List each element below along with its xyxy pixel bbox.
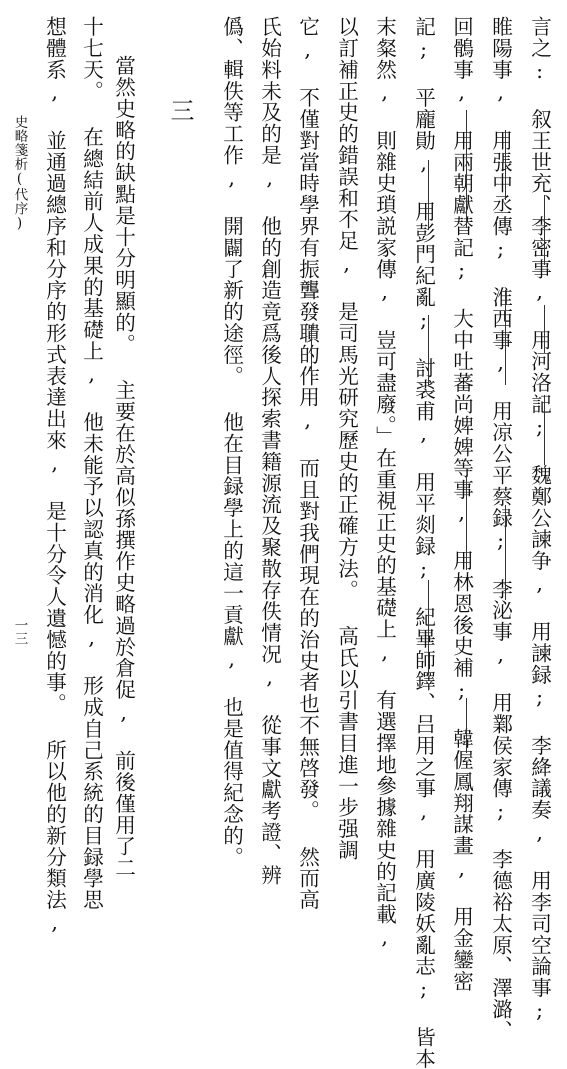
text-column-1: 言之: 叙王世充、李密事, 用河洛記; 魏鄭公諫争, 用諫録; 李絳議奏, 用李司空論事;: [527, 16, 552, 1024]
title-mark-line: [505, 130, 506, 200]
running-head: 史略箋析(代序): [11, 115, 28, 232]
title-mark-line: [428, 160, 429, 230]
text-column-2: 睢陽事, 用張中丞傳; 淮西事, 用凉公平蔡録; 李泌事, 用鄴侯家傳; 李德裕太原、澤潞、: [488, 16, 513, 1042]
title-mark-line: [544, 395, 545, 465]
title-mark-line: [544, 195, 545, 265]
text-column-5: 末粲然, 則雜史瑣説家傳, 豈可盡廢。」在重視正史的基礎上, 有選擇地參據雜史的記載,: [372, 16, 397, 950]
page-number: 一三: [11, 618, 28, 645]
text-column-6: 以訂補正史的錯誤和不足, 是司馬光研究歷史的正確方法。 高氏以引書目進一步强調: [334, 16, 359, 861]
title-mark-line: [466, 110, 467, 228]
text-column-9: 僞、輯佚等工作, 開闢了新的途徑。 他在目録學上的這一貢獻, 也是值得紀念的。: [219, 16, 244, 868]
text-column-8: 氏始料未及的是, 他的創造竟爲後人探索書籍源流及聚散存佚情况, 從事文獻考證、辨: [257, 16, 282, 886]
title-mark-line: [311, 325, 312, 373]
text-column-11: 十七天。 在總結前人成果的基礎上, 他未能予以認真的消化, 形成自己系統的目録學思: [79, 16, 104, 911]
title-mark-line: [466, 475, 467, 570]
text-column-3: 回鶻事, 用兩朝獻替記; 大中吐蕃尚婢婢等事, 用林恩後史補; 韓偓鳳翔謀畫, 用金鑾密: [449, 16, 474, 992]
text-column-12: 想體系, 並通過總序和分序的形式表達出來, 是十分令人遺憾的事。 所以他的新分類法,: [42, 16, 67, 936]
title-mark-line: [544, 305, 545, 353]
title-mark-line: [466, 698, 467, 753]
title-mark-line: [428, 315, 429, 385]
text-column-7: 它, 不僅對當時學界有振聾發聵的作用, 而且對我們現在的治史者也不無啓發。 然而高: [295, 16, 320, 911]
section-heading: 三: [166, 98, 194, 122]
text-column-10: 當然史略的缺點是十分明顯的。 主要在於高似孫撰作史略過於倉促, 前後僅用了二: [111, 55, 136, 879]
title-mark-line: [428, 580, 429, 675]
title-mark-line: [505, 505, 506, 600]
text-column-4: 記; 平龐勛, 用彭門紀亂; 討裘甫, 用平剡録; 紀畢師鐸、吕用之事, 用廣陵妖亂志; 皆本: [411, 16, 436, 1069]
title-mark-line: [505, 290, 506, 385]
